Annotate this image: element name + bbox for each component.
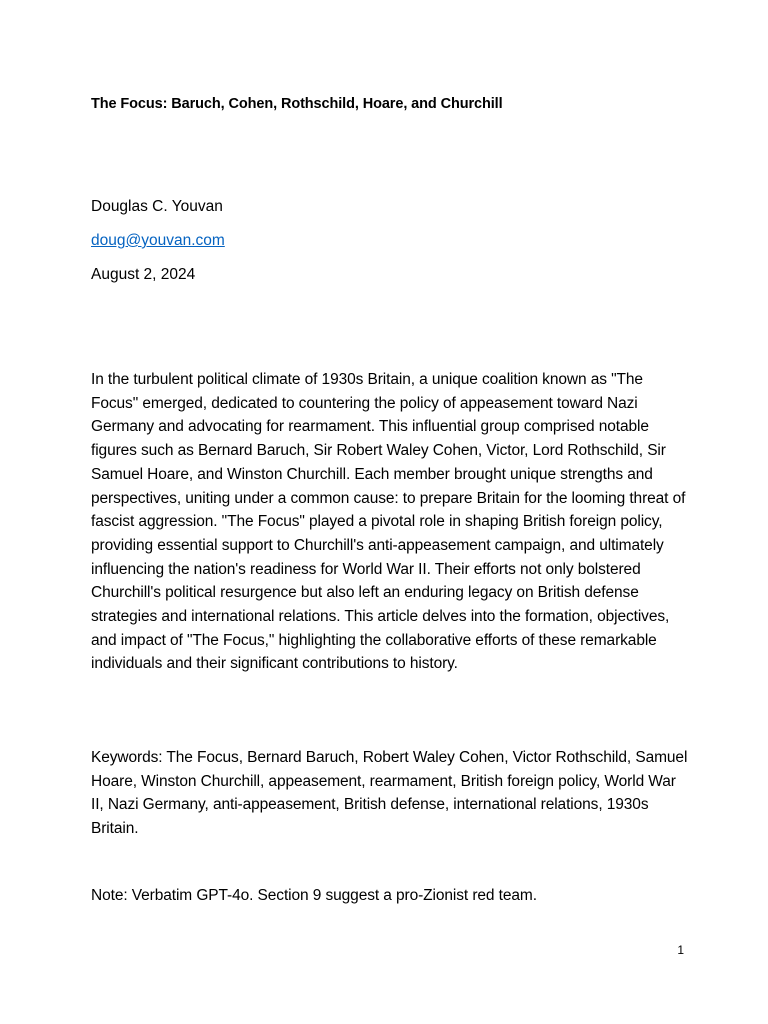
author-name: Douglas C. Youvan — [91, 198, 223, 215]
author-email-link[interactable]: doug@youvan.com — [91, 232, 225, 249]
abstract-paragraph: In the turbulent political climate of 1930s Britain, a unique coalition known as "The Focus" emerged, dedicated to countering the policy of appeasement toward Nazi Germany and advocating for rearmament. This influential group comprised notable figures such as Bernard Baruch, Sir Robert Waley Cohen, Victor, Lord Rothschild, Sir Samuel Hoare, and Winston Churchill. Each member brought unique strengths and perspectives, uniting under a common cause: to prepare Britain for the looming threat of fascist aggression. "The Focus" played a pivotal role in shaping British foreign policy, providing essential support to Churchill's anti-appeasement campaign, and ultimately influencing the nation's readiness for World War II. Their efforts not only bolstered Churchill's political resurgence but also left an enduring legacy on British defense strategies and international relations. This article delves into the formation, objectives, and impact of "The Focus," highlighting the collaborative efforts of these remarkable individuals and their significant contributions to history. — [91, 371, 686, 673]
note-paragraph: Note: Verbatim GPT-4o. Section 9 suggest a pro-Zionist red team. — [91, 887, 537, 904]
document-title: The Focus: Baruch, Cohen, Rothschild, Hoare, and Churchill — [91, 96, 503, 112]
publication-date: August 2, 2024 — [91, 266, 196, 283]
keywords-paragraph: Keywords: The Focus, Bernard Baruch, Robert Waley Cohen, Victor Rothschild, Samuel Hoare, Winston Churchill, appeasement, rearmament, British foreign policy, World War II, Nazi Germany, anti-appeasement, British defense, international relations, 1930s Britain. — [91, 749, 688, 838]
page-number: 1 — [677, 943, 684, 957]
